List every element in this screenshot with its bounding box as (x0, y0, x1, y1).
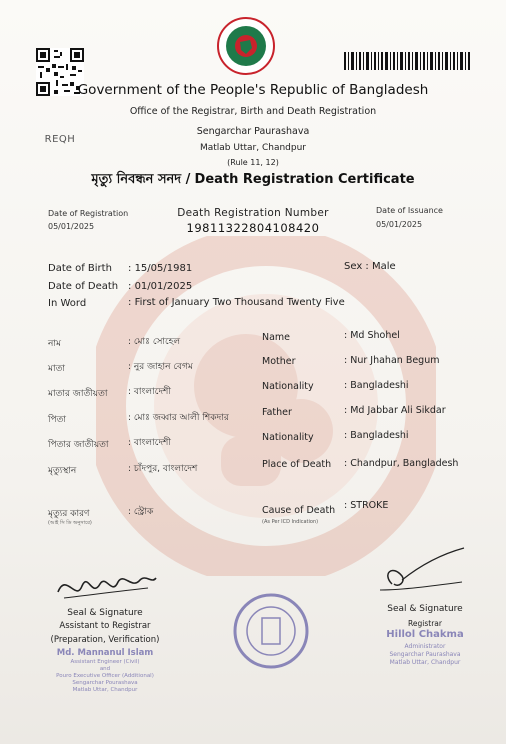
registration-date-label: Date of Registration (48, 209, 129, 218)
registration-date: 05/01/2025 (48, 222, 95, 231)
bn-value: নুর জাহান বেগম (133, 362, 193, 372)
right-line-1: Administrator (404, 643, 446, 650)
right-role: Registrar (408, 619, 442, 628)
right-line-3: Matlab Uttar, Chandpur (389, 659, 461, 666)
dob-value: 15/05/1981 (134, 263, 193, 274)
right-name: Hillol Chakma (386, 629, 464, 640)
issuance-date-label: Date of Issuance (376, 206, 443, 215)
cause-bn-sub: (আই সি ডি অনুসারে) (48, 520, 92, 526)
cause-bn-value: স্ট্রোক (133, 507, 154, 517)
nationality-label: Nationality (262, 381, 314, 392)
nationality-value: Bangladeshi (350, 430, 409, 441)
bn-value: বাংলাদেশী (133, 387, 171, 397)
dob-label: Date of Birth (48, 263, 112, 274)
left-seal-label: Seal & Signature (67, 608, 143, 618)
certificate-title-bn: মৃত্যু নিবন্ধন সনদ / (91, 172, 191, 187)
left-sub: (Preparation, Verification) (50, 635, 160, 645)
cause-sub: (As Per ICD Indication) (262, 519, 319, 525)
left-line-2: and (99, 666, 111, 672)
issuance-date: 05/01/2025 (376, 220, 423, 229)
place-of-death-value: Chandpur, Bangladesh (350, 458, 459, 469)
cause-value: STROKE (350, 500, 389, 511)
registration-number: 19811322804108420 (186, 221, 320, 235)
left-line-5: Matlab Uttar, Chandpur (72, 687, 138, 693)
bn-label: মাতা (48, 364, 65, 374)
paurashava-name: Sengarchar Paurashava (196, 126, 310, 137)
left-line-3: Pouro Executive Officer (Additional) (56, 673, 154, 679)
right-seal-label: Seal & Signature (387, 604, 463, 614)
right-line-2: Sengarchar Paurashava (389, 651, 461, 658)
certificate-title (0, 170, 506, 191)
death-certificate: REQH Government of the People's Republic of Bangladesh Office of the Registrar, Birth and Death Registration Sengarchar Paurashava Matlab Uttar, Chandpur (Rule 11, 12) মৃত্যু নিবন্ধন সনদ / Death Registration Certificate Date of Registration 05/01/2025 Death Registration Number 19811322804108420 Date of Issuance 05/01/2025 Date of Birth : 15/05/1981 Sex : Male Date of Death : 01/01/2025 In Word : First of January Two Thousand Twenty Five নাম : মোঃ সোহেল Name : Md Shohel মাতা : নুর জাহান বেগম Mother : Nur Jhahan Begum মাতার জাতীয়তা : বাংলাদেশী Nationality : Bangladeshi পিতা : মোঃ জব্বার আলী শিকদার Father : Md Jabbar Ali Sikdar পিতার জাতীয়তা : বাংলাদেশী Nationality : Bangladeshi মৃত্যুস্থান : চাঁদপুর, বাংলাদেশ Place of Death : Chandpur, Bangladesh মৃত্যুর কারণ (আই সি ডি অনুসারে) : স্ট্রোক Cause of Death (As Per ICD Indication) : STROKE Seal & Signature Assistant to Registrar (Preparation, Verification) Md. Mannanul Islam Assistant Engineer (Civil) and Pouro Executive Officer (Additional) Sengarchar Pourashava Matlab Uttar, Chandpur Seal & Signature Registrar Hillol Chakma Administrator Sengarchar Paurashava Matlab Uttar, Chandpur (0, 0, 506, 744)
left-name: Md. Mannanul Islam (56, 648, 154, 658)
qr-label: REQH (44, 134, 76, 145)
in-word-label: In Word (48, 298, 87, 309)
government-seal (216, 16, 276, 76)
gov-title: Government of the People's Republic of Bangladesh (77, 82, 429, 98)
office-stamp (232, 592, 310, 670)
name-value: Md Shohel (350, 330, 400, 341)
registration-number-label: Death Registration Number (177, 207, 329, 219)
rule-ref: (Rule 11, 12) (227, 158, 279, 167)
cause-bn-label: মৃত্যুর কারণ (48, 509, 90, 519)
barcode (344, 52, 470, 70)
mother-label: Mother (262, 356, 296, 367)
location: Matlab Uttar, Chandpur (199, 143, 307, 153)
left-line-4: Sengarchar Pourashava (72, 680, 138, 686)
bn-label: মাতার জাতীয়তা (48, 389, 108, 399)
bn-label: মৃত্যুস্থান (48, 466, 77, 476)
nationality-label: Nationality (262, 432, 314, 443)
office-title: Office of the Registrar, Birth and Death Registration (129, 106, 377, 117)
bn-value: চাঁদপুর, বাংলাদেশ (133, 464, 198, 474)
father-value: Md Jabbar Ali Sikdar (350, 405, 446, 416)
left-role: Assistant to Registrar (59, 621, 151, 631)
bn-value: মোঃ জব্বার আলী শিকদার (133, 413, 229, 423)
right-signature (372, 544, 482, 600)
left-line-1: Assistant Engineer (Civil) (70, 659, 140, 665)
dod-value: 01/01/2025 (134, 281, 193, 292)
certificate-title-en: Death Registration Certificate (194, 172, 415, 187)
father-label: Father (262, 407, 292, 418)
name-label: Name (262, 332, 291, 343)
nationality-value: Bangladeshi (350, 380, 409, 391)
bn-label: পিতা (48, 415, 67, 425)
dod-label: Date of Death (48, 281, 119, 292)
in-word-value: First of January Two Thousand Twenty Five (134, 297, 345, 308)
bn-value: মোঃ সোহেল (133, 337, 181, 347)
place-of-death-label: Place of Death (262, 459, 332, 470)
bn-value: বাংলাদেশী (133, 438, 171, 448)
mother-value: Nur Jhahan Begum (350, 355, 440, 366)
bn-label: নাম (48, 339, 61, 349)
bn-label: পিতার জাতীয়তা (48, 440, 109, 450)
sex: Sex : Male (344, 261, 396, 272)
left-signature (52, 562, 162, 606)
cause-label: Cause of Death (262, 505, 336, 516)
